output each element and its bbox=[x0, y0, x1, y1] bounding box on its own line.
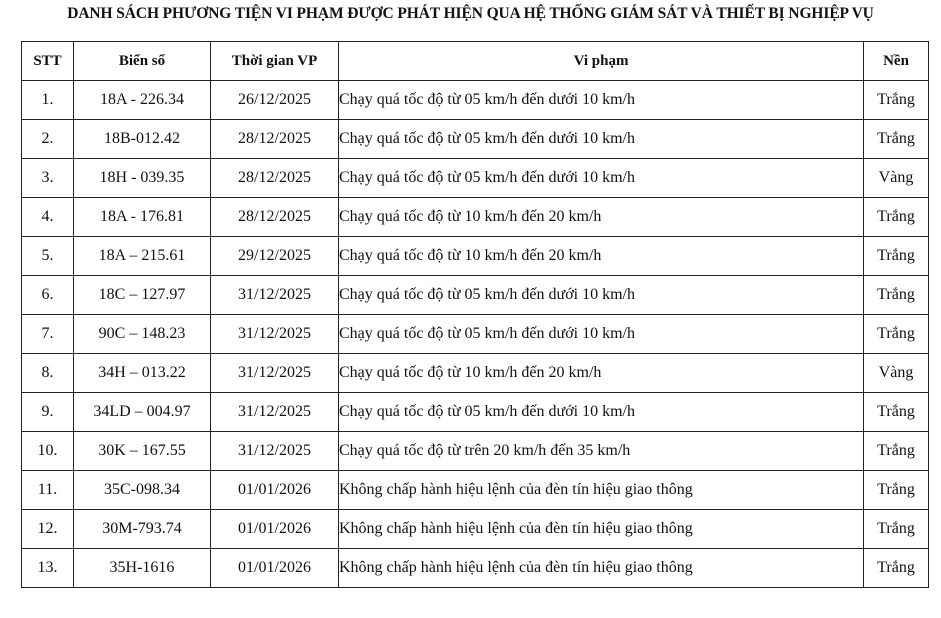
table-row bbox=[22, 159, 929, 198]
table-row bbox=[22, 510, 929, 549]
cell-stt: 12. bbox=[22, 510, 74, 549]
table-row bbox=[22, 198, 929, 237]
cell-color: Vàng bbox=[864, 354, 929, 393]
cell-stt: 4. bbox=[22, 198, 74, 237]
cell-time: 29/12/2025 bbox=[211, 237, 339, 276]
document-title: DANH SÁCH PHƯƠNG TIỆN VI PHẠM ĐƯỢC PHÁT HIỆN QUA HỆ THỐNG GIÁM SÁT VÀ THIẾT BỊ NGHIỆP VỤ bbox=[67, 5, 874, 22]
table-row bbox=[22, 81, 929, 120]
cell-violation: Chạy quá tốc độ từ 05 km/h đến dưới 10 km/h bbox=[339, 276, 864, 315]
cell-color: Vàng bbox=[864, 159, 929, 198]
cell-stt: 11. bbox=[22, 471, 74, 510]
cell-color: Trắng bbox=[864, 237, 929, 276]
column-header-violation: Vi phạm bbox=[339, 42, 864, 81]
cell-time: 01/01/2026 bbox=[211, 471, 339, 510]
cell-plate: 34LD – 004.97 bbox=[74, 393, 211, 432]
cell-plate: 18B-012.42 bbox=[74, 120, 211, 159]
column-header-color: Nền bbox=[864, 42, 929, 81]
cell-time: 31/12/2025 bbox=[211, 393, 339, 432]
cell-time: 28/12/2025 bbox=[211, 159, 339, 198]
cell-plate: 18A - 226.34 bbox=[74, 81, 211, 120]
cell-plate: 35C-098.34 bbox=[74, 471, 211, 510]
cell-color: Trắng bbox=[864, 315, 929, 354]
cell-color: Trắng bbox=[864, 81, 929, 120]
violations-table bbox=[21, 41, 929, 588]
cell-stt: 2. bbox=[22, 120, 74, 159]
cell-plate: 30K – 167.55 bbox=[74, 432, 211, 471]
cell-violation: Chạy quá tốc độ từ 05 km/h đến dưới 10 km/h bbox=[339, 393, 864, 432]
table-row bbox=[22, 471, 929, 510]
cell-time: 28/12/2025 bbox=[211, 198, 339, 237]
column-header-plate: Biển số bbox=[74, 42, 211, 81]
cell-plate: 90C – 148.23 bbox=[74, 315, 211, 354]
cell-time: 01/01/2026 bbox=[211, 549, 339, 588]
cell-time: 31/12/2025 bbox=[211, 315, 339, 354]
cell-color: Trắng bbox=[864, 549, 929, 588]
table-row bbox=[22, 354, 929, 393]
table-row bbox=[22, 315, 929, 354]
cell-time: 31/12/2025 bbox=[211, 432, 339, 471]
cell-color: Trắng bbox=[864, 393, 929, 432]
cell-color: Trắng bbox=[864, 471, 929, 510]
cell-time: 01/01/2026 bbox=[211, 510, 339, 549]
cell-color: Trắng bbox=[864, 432, 929, 471]
table-row bbox=[22, 120, 929, 159]
cell-violation: Không chấp hành hiệu lệnh của đèn tín hiệu giao thông bbox=[339, 549, 864, 588]
cell-violation: Chạy quá tốc độ từ 05 km/h đến dưới 10 km/h bbox=[339, 315, 864, 354]
cell-violation: Không chấp hành hiệu lệnh của đèn tín hiệu giao thông bbox=[339, 471, 864, 510]
table-row bbox=[22, 237, 929, 276]
cell-plate: 34H – 013.22 bbox=[74, 354, 211, 393]
cell-violation: Chạy quá tốc độ từ 05 km/h đến dưới 10 km/h bbox=[339, 159, 864, 198]
table-row bbox=[22, 432, 929, 471]
cell-color: Trắng bbox=[864, 510, 929, 549]
cell-stt: 13. bbox=[22, 549, 74, 588]
cell-plate: 35H-1616 bbox=[74, 549, 211, 588]
cell-color: Trắng bbox=[864, 120, 929, 159]
table-row bbox=[22, 393, 929, 432]
cell-color: Trắng bbox=[864, 198, 929, 237]
cell-violation: Chạy quá tốc độ từ 10 km/h đến 20 km/h bbox=[339, 237, 864, 276]
cell-stt: 9. bbox=[22, 393, 74, 432]
cell-stt: 1. bbox=[22, 81, 74, 120]
cell-stt: 10. bbox=[22, 432, 74, 471]
table-row bbox=[22, 549, 929, 588]
cell-time: 28/12/2025 bbox=[211, 120, 339, 159]
cell-violation: Chạy quá tốc độ từ 10 km/h đến 20 km/h bbox=[339, 198, 864, 237]
cell-violation: Chạy quá tốc độ từ 05 km/h đến dưới 10 km/h bbox=[339, 81, 864, 120]
column-header-time: Thời gian VP bbox=[211, 42, 339, 81]
table-header-row bbox=[22, 42, 929, 81]
cell-stt: 8. bbox=[22, 354, 74, 393]
cell-plate: 18C – 127.97 bbox=[74, 276, 211, 315]
cell-violation: Chạy quá tốc độ từ trên 20 km/h đến 35 km/h bbox=[339, 432, 864, 471]
cell-stt: 3. bbox=[22, 159, 74, 198]
cell-stt: 5. bbox=[22, 237, 74, 276]
cell-time: 31/12/2025 bbox=[211, 276, 339, 315]
cell-plate: 30M-793.74 bbox=[74, 510, 211, 549]
cell-stt: 6. bbox=[22, 276, 74, 315]
cell-violation: Chạy quá tốc độ từ 05 km/h đến dưới 10 km/h bbox=[339, 120, 864, 159]
table-row bbox=[22, 276, 929, 315]
cell-plate: 18A - 176.81 bbox=[74, 198, 211, 237]
column-header-stt: STT bbox=[22, 42, 74, 81]
cell-plate: 18H - 039.35 bbox=[74, 159, 211, 198]
cell-plate: 18A – 215.61 bbox=[74, 237, 211, 276]
cell-color: Trắng bbox=[864, 276, 929, 315]
cell-violation: Không chấp hành hiệu lệnh của đèn tín hiệu giao thông bbox=[339, 510, 864, 549]
cell-time: 31/12/2025 bbox=[211, 354, 339, 393]
cell-time: 26/12/2025 bbox=[211, 81, 339, 120]
cell-violation: Chạy quá tốc độ từ 10 km/h đến 20 km/h bbox=[339, 354, 864, 393]
cell-stt: 7. bbox=[22, 315, 74, 354]
